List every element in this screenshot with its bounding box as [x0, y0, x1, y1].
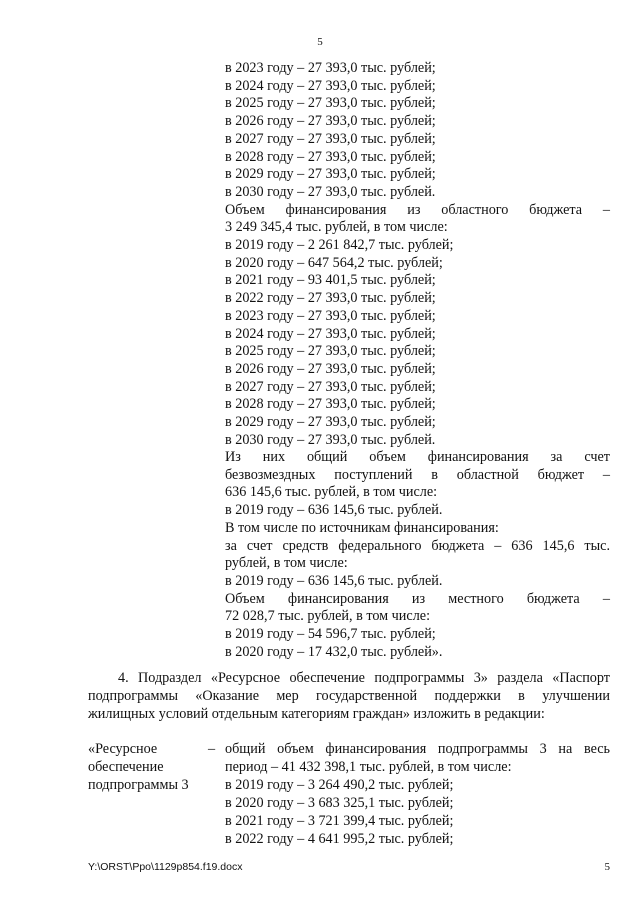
year-line: в 2027 году – 27 393,0 тыс. рублей;: [225, 130, 436, 147]
year-line: в 2028 году – 27 393,0 тыс. рублей;: [225, 148, 436, 165]
local-budget-intro: Объем финансирования из местного бюджета –: [225, 590, 610, 607]
total-funding-line-1: общий объем финансирования подпрограммы 3 на весь: [225, 741, 610, 757]
year-line: в 2019 году – 3 264 490,2 тыс. рублей;: [225, 777, 454, 793]
label-line: подпрограммы 3: [88, 777, 189, 793]
year-line: в 2021 году – 3 721 399,4 тыс. рублей;: [225, 813, 454, 829]
year-line: в 2030 году – 27 393,0 тыс. рублей.: [225, 183, 436, 200]
resource-provision-text: [225, 740, 610, 848]
sources-heading: В том числе по источникам финансирования:: [225, 519, 499, 536]
gratuitous-intro-line-2: безвозмездных поступлений в областной бюджет –: [225, 466, 610, 483]
year-line: в 2022 году – 27 393,0 тыс. рублей;: [225, 290, 436, 307]
gratuitous-intro-line-1: Из них общий объем финансирования за счет: [225, 449, 610, 465]
year-line: в 2024 году – 27 393,0 тыс. рублей;: [225, 325, 436, 342]
year-line: в 2029 году – 27 393,0 тыс. рублей;: [225, 414, 436, 431]
year-line: в 2030 году – 27 393,0 тыс. рублей.: [225, 431, 436, 448]
footer-file-path: Y:\ORST\Ppo\1129p854.f19.docx: [88, 861, 243, 873]
section-4-paragraph: [88, 669, 610, 723]
funding-block-1: [225, 60, 610, 202]
regional-budget-intro: Объем финансирования из областного бюджета –: [225, 201, 610, 218]
year-line: в 2019 году – 636 145,6 тыс. рублей.: [225, 572, 443, 589]
year-line: в 2020 году – 17 432,0 тыс. рублей».: [225, 643, 443, 660]
section-4-line-3: жилищных условий отдельным категориям граждан» изложить в редакции:: [88, 706, 545, 722]
label-line: обеспечение: [88, 759, 164, 775]
local-budget-total: 72 028,7 тыс. рублей, в том числе:: [225, 608, 431, 625]
year-line: в 2026 году – 27 393,0 тыс. рублей;: [225, 113, 436, 130]
resource-provision-label: [88, 740, 198, 794]
year-line: в 2019 году – 54 596,7 тыс. рублей;: [225, 626, 436, 642]
section-4-line-2: подпрограммы «Оказание мер государственной поддержки в улучшении: [88, 688, 610, 704]
gratuitous-total: 636 145,6 тыс. рублей, в том числе:: [225, 484, 438, 501]
section-4-line-1: 4. Подраздел «Ресурсное обеспечение подпрограммы 3» раздела «Паспорт: [118, 670, 610, 686]
year-line: в 2024 году – 27 393,0 тыс. рублей;: [225, 77, 436, 94]
local-budget-block: [225, 591, 610, 662]
year-line: в 2028 году – 27 393,0 тыс. рублей;: [225, 396, 436, 413]
gratuitous-receipts-block: [225, 449, 610, 591]
label-line: «Ресурсное: [88, 741, 158, 757]
year-line: в 2023 году – 27 393,0 тыс. рублей;: [225, 60, 436, 76]
regional-budget-total: 3 249 345,4 тыс. рублей, в том числе:: [225, 219, 448, 236]
year-line: в 2029 году – 27 393,0 тыс. рублей;: [225, 166, 436, 183]
year-line: в 2020 году – 3 683 325,1 тыс. рублей;: [225, 795, 454, 811]
year-line: в 2026 году – 27 393,0 тыс. рублей;: [225, 360, 436, 377]
year-line: в 2020 году – 647 564,2 тыс. рублей;: [225, 254, 443, 271]
year-line: в 2023 году – 27 393,0 тыс. рублей;: [225, 307, 436, 324]
year-line: в 2022 году – 4 641 995,2 тыс. рублей;: [225, 831, 454, 847]
year-line: в 2019 году – 2 261 842,7 тыс. рублей;: [225, 237, 454, 253]
year-line: в 2025 году – 27 393,0 тыс. рублей;: [225, 343, 436, 360]
footer-page-number: 5: [604, 861, 610, 873]
year-line: в 2019 году – 636 145,6 тыс. рублей.: [225, 502, 443, 519]
regional-budget-block: [225, 202, 610, 450]
federal-budget-line: за счет средств федерального бюджета – 636 145,6 тыс.: [225, 537, 610, 554]
page-number-header: 5: [317, 36, 323, 48]
total-funding-line-2: период – 41 432 398,1 тыс. рублей, в том числе:: [225, 759, 512, 775]
year-line: в 2025 году – 27 393,0 тыс. рублей;: [225, 95, 436, 112]
separator-dash: –: [208, 741, 216, 757]
year-line: в 2021 году – 93 401,5 тыс. рублей;: [225, 272, 436, 289]
year-line: в 2027 году – 27 393,0 тыс. рублей;: [225, 378, 436, 395]
federal-budget-continuation: рублей, в том числе:: [225, 555, 348, 572]
